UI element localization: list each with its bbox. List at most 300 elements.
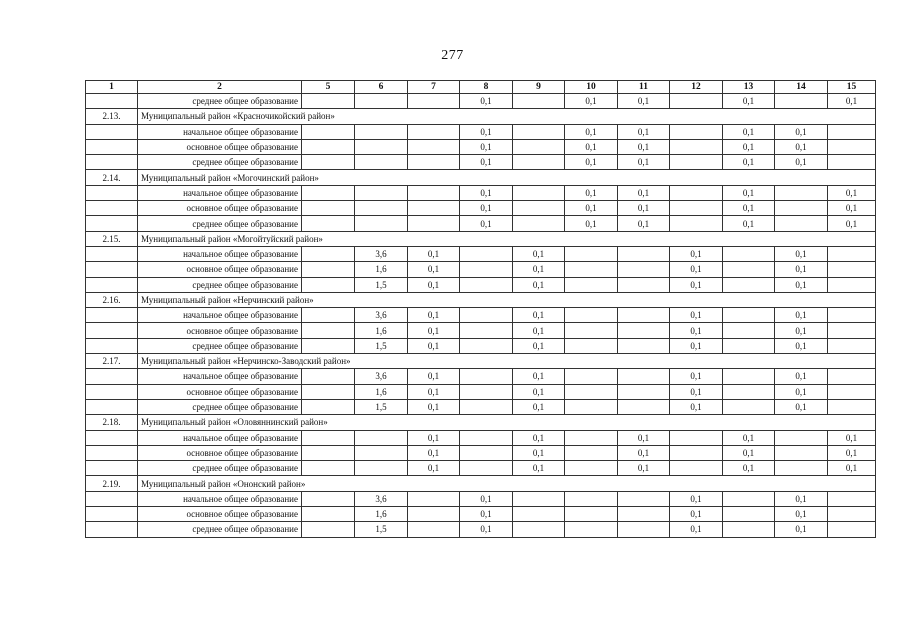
value-cell: 0,1 bbox=[723, 139, 775, 154]
value-cell: 0,1 bbox=[618, 445, 670, 460]
row-label: основное общее образование bbox=[138, 323, 302, 338]
row-number-cell bbox=[86, 246, 138, 261]
value-cell: 0,1 bbox=[565, 124, 618, 139]
value-cell bbox=[355, 155, 408, 170]
value-cell bbox=[828, 246, 876, 261]
value-cell: 0,1 bbox=[460, 139, 513, 154]
section-number: 2.14. bbox=[86, 170, 138, 185]
value-cell bbox=[355, 94, 408, 109]
value-cell bbox=[775, 201, 828, 216]
row-label: среднее общее образование bbox=[138, 461, 302, 476]
row-number-cell bbox=[86, 139, 138, 154]
value-cell: 3,6 bbox=[355, 308, 408, 323]
value-cell: 0,1 bbox=[618, 430, 670, 445]
value-cell bbox=[618, 246, 670, 261]
table-row bbox=[86, 155, 876, 170]
value-cell bbox=[775, 94, 828, 109]
value-cell bbox=[723, 384, 775, 399]
row-number-cell bbox=[86, 369, 138, 384]
value-cell bbox=[723, 246, 775, 261]
value-cell bbox=[302, 507, 355, 522]
section-number: 2.18. bbox=[86, 415, 138, 430]
value-cell bbox=[513, 522, 565, 537]
value-cell bbox=[618, 399, 670, 414]
value-cell: 0,1 bbox=[775, 262, 828, 277]
value-cell bbox=[618, 323, 670, 338]
column-header: 12 bbox=[670, 81, 723, 94]
row-label: основное общее образование bbox=[138, 201, 302, 216]
row-number-cell bbox=[86, 124, 138, 139]
table-row bbox=[86, 185, 876, 200]
value-cell: 0,1 bbox=[775, 124, 828, 139]
value-cell: 0,1 bbox=[408, 308, 460, 323]
value-cell bbox=[302, 308, 355, 323]
value-cell: 0,1 bbox=[618, 216, 670, 231]
row-label: среднее общее образование bbox=[138, 338, 302, 353]
value-cell bbox=[618, 308, 670, 323]
value-cell bbox=[775, 430, 828, 445]
table-row bbox=[86, 384, 876, 399]
value-cell bbox=[565, 507, 618, 522]
value-cell: 0,1 bbox=[670, 491, 723, 506]
value-cell bbox=[723, 277, 775, 292]
row-label: основное общее образование bbox=[138, 384, 302, 399]
row-number-cell bbox=[86, 399, 138, 414]
value-cell bbox=[302, 338, 355, 353]
column-header: 14 bbox=[775, 81, 828, 94]
value-cell: 0,1 bbox=[723, 185, 775, 200]
column-header: 8 bbox=[460, 81, 513, 94]
table-row bbox=[86, 323, 876, 338]
row-number-cell bbox=[86, 323, 138, 338]
value-cell: 3,6 bbox=[355, 369, 408, 384]
value-cell: 0,1 bbox=[670, 369, 723, 384]
value-cell: 0,1 bbox=[408, 384, 460, 399]
value-cell bbox=[513, 491, 565, 506]
table-row bbox=[86, 338, 876, 353]
value-cell bbox=[565, 277, 618, 292]
value-cell bbox=[408, 155, 460, 170]
value-cell: 0,1 bbox=[513, 399, 565, 414]
value-cell bbox=[355, 430, 408, 445]
value-cell: 0,1 bbox=[775, 323, 828, 338]
value-cell: 0,1 bbox=[565, 201, 618, 216]
value-cell: 0,1 bbox=[460, 94, 513, 109]
value-cell: 0,1 bbox=[565, 139, 618, 154]
value-cell: 0,1 bbox=[513, 369, 565, 384]
value-cell bbox=[408, 139, 460, 154]
row-number-cell bbox=[86, 461, 138, 476]
column-header: 1 bbox=[86, 81, 138, 94]
table-row bbox=[86, 445, 876, 460]
value-cell bbox=[302, 430, 355, 445]
row-number-cell bbox=[86, 185, 138, 200]
section-number: 2.17. bbox=[86, 354, 138, 369]
value-cell: 0,1 bbox=[460, 124, 513, 139]
value-cell: 0,1 bbox=[565, 155, 618, 170]
row-label: начальное общее образование bbox=[138, 491, 302, 506]
value-cell bbox=[828, 369, 876, 384]
column-header: 13 bbox=[723, 81, 775, 94]
table-row bbox=[86, 216, 876, 231]
value-cell: 0,1 bbox=[460, 185, 513, 200]
row-number-cell bbox=[86, 262, 138, 277]
row-label: основное общее образование bbox=[138, 262, 302, 277]
value-cell bbox=[618, 491, 670, 506]
value-cell bbox=[355, 185, 408, 200]
value-cell: 1,5 bbox=[355, 277, 408, 292]
value-cell bbox=[302, 323, 355, 338]
table-row bbox=[86, 399, 876, 414]
row-number-cell bbox=[86, 155, 138, 170]
table-row bbox=[86, 94, 876, 109]
value-cell bbox=[408, 201, 460, 216]
value-cell: 0,1 bbox=[513, 262, 565, 277]
value-cell: 0,1 bbox=[775, 491, 828, 506]
value-cell: 0,1 bbox=[513, 461, 565, 476]
value-cell bbox=[828, 308, 876, 323]
value-cell: 1,5 bbox=[355, 399, 408, 414]
row-number-cell bbox=[86, 338, 138, 353]
table-row bbox=[86, 522, 876, 537]
column-header: 6 bbox=[355, 81, 408, 94]
value-cell bbox=[565, 491, 618, 506]
value-cell bbox=[513, 201, 565, 216]
row-label: основное общее образование bbox=[138, 445, 302, 460]
value-cell bbox=[670, 139, 723, 154]
value-cell bbox=[408, 94, 460, 109]
value-cell bbox=[565, 461, 618, 476]
row-label: начальное общее образование bbox=[138, 246, 302, 261]
value-cell: 3,6 bbox=[355, 491, 408, 506]
value-cell bbox=[460, 246, 513, 261]
table-row bbox=[86, 507, 876, 522]
value-cell: 1,6 bbox=[355, 384, 408, 399]
section-title: Муниципальный район «Нерчинский район» bbox=[138, 292, 876, 307]
section-row bbox=[86, 170, 876, 185]
value-cell bbox=[302, 216, 355, 231]
value-cell: 0,1 bbox=[618, 201, 670, 216]
section-number: 2.19. bbox=[86, 476, 138, 491]
value-cell: 0,1 bbox=[723, 430, 775, 445]
row-number-cell bbox=[86, 94, 138, 109]
value-cell bbox=[565, 430, 618, 445]
value-cell bbox=[355, 461, 408, 476]
value-cell: 0,1 bbox=[408, 338, 460, 353]
table-row bbox=[86, 430, 876, 445]
value-cell bbox=[302, 94, 355, 109]
value-cell: 0,1 bbox=[670, 277, 723, 292]
value-cell bbox=[565, 445, 618, 460]
value-cell: 0,1 bbox=[828, 94, 876, 109]
value-cell: 0,1 bbox=[408, 445, 460, 460]
value-cell bbox=[460, 338, 513, 353]
table-row bbox=[86, 201, 876, 216]
value-cell bbox=[565, 399, 618, 414]
row-label: основное общее образование bbox=[138, 507, 302, 522]
value-cell bbox=[618, 262, 670, 277]
value-cell: 0,1 bbox=[670, 399, 723, 414]
value-cell bbox=[670, 124, 723, 139]
column-header: 15 bbox=[828, 81, 876, 94]
value-cell bbox=[670, 94, 723, 109]
value-cell bbox=[355, 139, 408, 154]
value-cell: 0,1 bbox=[775, 308, 828, 323]
value-cell: 0,1 bbox=[618, 185, 670, 200]
value-cell: 0,1 bbox=[408, 323, 460, 338]
value-cell bbox=[723, 262, 775, 277]
value-cell: 0,1 bbox=[460, 522, 513, 537]
value-cell bbox=[460, 308, 513, 323]
value-cell: 0,1 bbox=[670, 338, 723, 353]
value-cell bbox=[355, 201, 408, 216]
value-cell bbox=[408, 491, 460, 506]
value-cell bbox=[775, 461, 828, 476]
value-cell bbox=[408, 507, 460, 522]
section-title: Муниципальный район «Оловяннинский район» bbox=[138, 415, 876, 430]
value-cell: 3,6 bbox=[355, 246, 408, 261]
value-cell: 0,1 bbox=[513, 430, 565, 445]
value-cell: 0,1 bbox=[565, 94, 618, 109]
value-cell: 0,1 bbox=[565, 185, 618, 200]
column-header: 11 bbox=[618, 81, 670, 94]
row-number-cell bbox=[86, 491, 138, 506]
value-cell bbox=[460, 399, 513, 414]
value-cell bbox=[775, 445, 828, 460]
value-cell bbox=[302, 399, 355, 414]
value-cell: 0,1 bbox=[513, 338, 565, 353]
value-cell bbox=[513, 185, 565, 200]
row-number-cell bbox=[86, 522, 138, 537]
table-row bbox=[86, 139, 876, 154]
value-cell: 0,1 bbox=[828, 216, 876, 231]
value-cell bbox=[670, 185, 723, 200]
value-cell: 0,1 bbox=[618, 94, 670, 109]
table-row bbox=[86, 369, 876, 384]
section-title: Муниципальный район «Могойтуйский район» bbox=[138, 231, 876, 246]
value-cell bbox=[723, 338, 775, 353]
section-row bbox=[86, 476, 876, 491]
value-cell bbox=[828, 139, 876, 154]
value-cell bbox=[302, 461, 355, 476]
value-cell: 0,1 bbox=[513, 277, 565, 292]
table-row bbox=[86, 277, 876, 292]
section-number: 2.13. bbox=[86, 109, 138, 124]
value-cell bbox=[513, 216, 565, 231]
value-cell: 0,1 bbox=[408, 262, 460, 277]
value-cell bbox=[460, 461, 513, 476]
row-label: среднее общее образование bbox=[138, 216, 302, 231]
value-cell bbox=[355, 216, 408, 231]
value-cell bbox=[565, 323, 618, 338]
row-label: среднее общее образование bbox=[138, 399, 302, 414]
value-cell: 0,1 bbox=[513, 308, 565, 323]
value-cell bbox=[723, 308, 775, 323]
value-cell bbox=[565, 338, 618, 353]
value-cell bbox=[775, 216, 828, 231]
value-cell bbox=[302, 201, 355, 216]
section-row bbox=[86, 292, 876, 307]
value-cell bbox=[723, 522, 775, 537]
value-cell: 0,1 bbox=[723, 94, 775, 109]
value-cell: 0,1 bbox=[408, 369, 460, 384]
value-cell bbox=[670, 461, 723, 476]
value-cell: 0,1 bbox=[460, 216, 513, 231]
value-cell bbox=[618, 369, 670, 384]
page-number: 277 bbox=[441, 48, 464, 63]
value-cell bbox=[670, 430, 723, 445]
value-cell: 0,1 bbox=[513, 323, 565, 338]
value-cell: 0,1 bbox=[670, 308, 723, 323]
value-cell bbox=[723, 369, 775, 384]
table-row bbox=[86, 491, 876, 506]
value-cell bbox=[565, 262, 618, 277]
value-cell bbox=[618, 507, 670, 522]
value-cell: 0,1 bbox=[408, 246, 460, 261]
value-cell: 0,1 bbox=[828, 445, 876, 460]
row-number-cell bbox=[86, 445, 138, 460]
value-cell bbox=[723, 399, 775, 414]
row-label: начальное общее образование bbox=[138, 185, 302, 200]
value-cell bbox=[460, 384, 513, 399]
value-cell bbox=[828, 384, 876, 399]
row-label: начальное общее образование bbox=[138, 124, 302, 139]
data-table bbox=[85, 80, 876, 538]
value-cell: 0,1 bbox=[618, 139, 670, 154]
column-header: 5 bbox=[302, 81, 355, 94]
value-cell bbox=[355, 124, 408, 139]
value-cell bbox=[460, 323, 513, 338]
value-cell: 0,1 bbox=[513, 384, 565, 399]
section-row bbox=[86, 415, 876, 430]
row-label: основное общее образование bbox=[138, 139, 302, 154]
value-cell: 0,1 bbox=[460, 507, 513, 522]
value-cell: 0,1 bbox=[828, 461, 876, 476]
row-number-cell bbox=[86, 201, 138, 216]
value-cell: 1,6 bbox=[355, 323, 408, 338]
value-cell bbox=[302, 277, 355, 292]
value-cell bbox=[302, 139, 355, 154]
value-cell bbox=[565, 369, 618, 384]
section-number: 2.16. bbox=[86, 292, 138, 307]
value-cell: 0,1 bbox=[408, 399, 460, 414]
value-cell: 0,1 bbox=[670, 384, 723, 399]
section-title: Муниципальный район «Красночикойский район» bbox=[138, 109, 876, 124]
table-row bbox=[86, 262, 876, 277]
value-cell bbox=[618, 338, 670, 353]
column-header: 9 bbox=[513, 81, 565, 94]
row-number-cell bbox=[86, 507, 138, 522]
row-label: начальное общее образование bbox=[138, 369, 302, 384]
value-cell: 0,1 bbox=[775, 522, 828, 537]
section-title: Муниципальный район «Нерчинско-Заводский район» bbox=[138, 354, 876, 369]
value-cell bbox=[408, 216, 460, 231]
value-cell bbox=[828, 323, 876, 338]
value-cell bbox=[828, 155, 876, 170]
value-cell bbox=[302, 185, 355, 200]
value-cell bbox=[670, 155, 723, 170]
value-cell: 0,1 bbox=[723, 124, 775, 139]
section-title: Муниципальный район «Ононский район» bbox=[138, 476, 876, 491]
value-cell: 0,1 bbox=[828, 185, 876, 200]
value-cell: 1,5 bbox=[355, 522, 408, 537]
row-label: начальное общее образование bbox=[138, 430, 302, 445]
value-cell bbox=[670, 216, 723, 231]
row-label: среднее общее образование bbox=[138, 277, 302, 292]
value-cell bbox=[723, 491, 775, 506]
section-row bbox=[86, 231, 876, 246]
value-cell bbox=[513, 94, 565, 109]
row-label: среднее общее образование bbox=[138, 155, 302, 170]
table-header-row bbox=[86, 81, 876, 94]
value-cell bbox=[460, 445, 513, 460]
value-cell bbox=[302, 445, 355, 460]
value-cell bbox=[565, 246, 618, 261]
value-cell bbox=[618, 277, 670, 292]
value-cell: 1,6 bbox=[355, 262, 408, 277]
value-cell bbox=[355, 445, 408, 460]
value-cell bbox=[513, 124, 565, 139]
value-cell: 0,1 bbox=[460, 491, 513, 506]
section-row bbox=[86, 354, 876, 369]
table-row bbox=[86, 246, 876, 261]
value-cell: 0,1 bbox=[775, 507, 828, 522]
section-row bbox=[86, 109, 876, 124]
row-label: начальное общее образование bbox=[138, 308, 302, 323]
value-cell: 0,1 bbox=[775, 399, 828, 414]
value-cell bbox=[302, 369, 355, 384]
value-cell: 0,1 bbox=[670, 323, 723, 338]
value-cell bbox=[302, 384, 355, 399]
value-cell bbox=[513, 507, 565, 522]
value-cell bbox=[618, 522, 670, 537]
value-cell: 0,1 bbox=[828, 430, 876, 445]
value-cell bbox=[723, 507, 775, 522]
column-header: 10 bbox=[565, 81, 618, 94]
value-cell bbox=[460, 430, 513, 445]
value-cell: 0,1 bbox=[670, 262, 723, 277]
value-cell: 0,1 bbox=[775, 277, 828, 292]
row-number-cell bbox=[86, 308, 138, 323]
section-number: 2.15. bbox=[86, 231, 138, 246]
value-cell: 0,1 bbox=[775, 139, 828, 154]
value-cell bbox=[828, 262, 876, 277]
value-cell bbox=[302, 124, 355, 139]
value-cell bbox=[828, 399, 876, 414]
value-cell: 0,1 bbox=[618, 124, 670, 139]
value-cell: 1,5 bbox=[355, 338, 408, 353]
value-cell bbox=[408, 522, 460, 537]
row-number-cell bbox=[86, 430, 138, 445]
column-header: 2 bbox=[138, 81, 302, 94]
value-cell: 0,1 bbox=[723, 445, 775, 460]
value-cell: 0,1 bbox=[618, 155, 670, 170]
value-cell bbox=[828, 522, 876, 537]
value-cell bbox=[828, 491, 876, 506]
value-cell: 0,1 bbox=[828, 201, 876, 216]
value-cell bbox=[408, 185, 460, 200]
value-cell bbox=[302, 522, 355, 537]
value-cell: 0,1 bbox=[775, 338, 828, 353]
value-cell bbox=[302, 246, 355, 261]
value-cell bbox=[565, 308, 618, 323]
value-cell: 0,1 bbox=[723, 155, 775, 170]
row-number-cell bbox=[86, 216, 138, 231]
table-body bbox=[86, 94, 876, 538]
value-cell bbox=[460, 262, 513, 277]
value-cell: 0,1 bbox=[775, 369, 828, 384]
value-cell bbox=[828, 277, 876, 292]
